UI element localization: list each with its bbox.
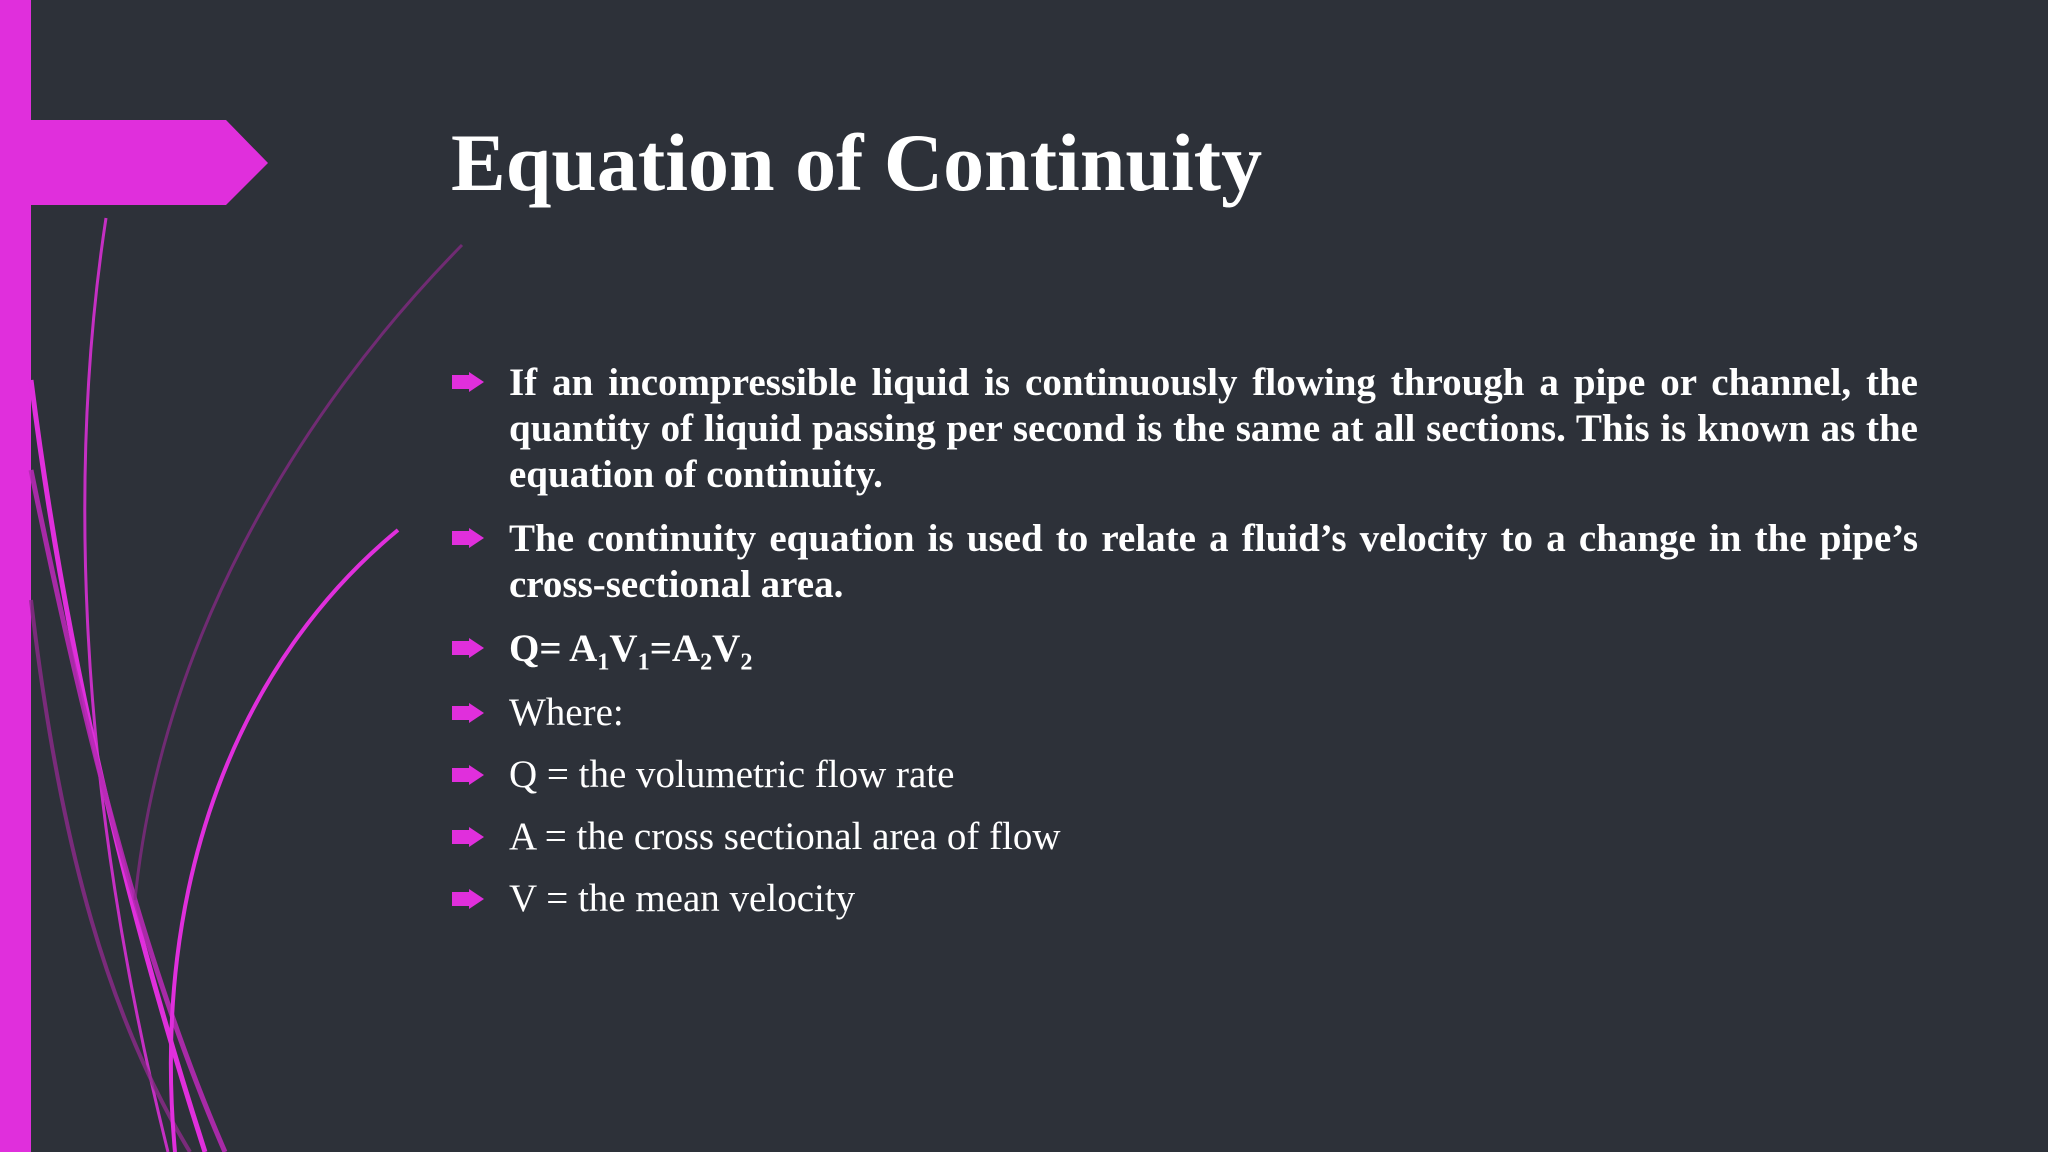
definition-item	[452, 814, 1918, 860]
bullet-item	[452, 516, 1918, 608]
bullet-text: If an incompressible liquid is continuously flowing through a pipe or channel, the quantity of liquid passing per second is the same at all sections. This is known as the equation of continuity.	[509, 361, 1918, 496]
bullet-list	[452, 360, 1918, 938]
arrow-bullet-icon	[452, 827, 484, 847]
bullet-item	[452, 360, 1918, 498]
arrow-bullet-icon	[452, 703, 484, 723]
equation-item	[452, 626, 1918, 676]
definition-text: A = the cross sectional area of flow	[509, 815, 1061, 858]
arrow-bullet-icon	[452, 638, 484, 658]
definition-item	[452, 876, 1918, 922]
definition-text: V = the mean velocity	[509, 877, 856, 920]
definition-text: Where:	[509, 691, 624, 734]
definition-text: Q = the volumetric flow rate	[509, 753, 955, 796]
bullet-text: The continuity equation is used to relate a fluid’s velocity to a change in the pipe’s cross-sectional area.	[509, 517, 1918, 606]
arrow-bullet-icon	[452, 372, 484, 392]
arrow-bullet-icon	[452, 889, 484, 909]
definition-item	[452, 690, 1918, 736]
slide-title: Equation of Continuity	[451, 117, 1263, 208]
continuity-equation: $Q= A_1V_1=A_2V_2$	[509, 627, 753, 676]
arrow-bullet-icon	[452, 765, 484, 785]
arrow-bullet-icon	[452, 528, 484, 548]
definition-item	[452, 752, 1918, 798]
